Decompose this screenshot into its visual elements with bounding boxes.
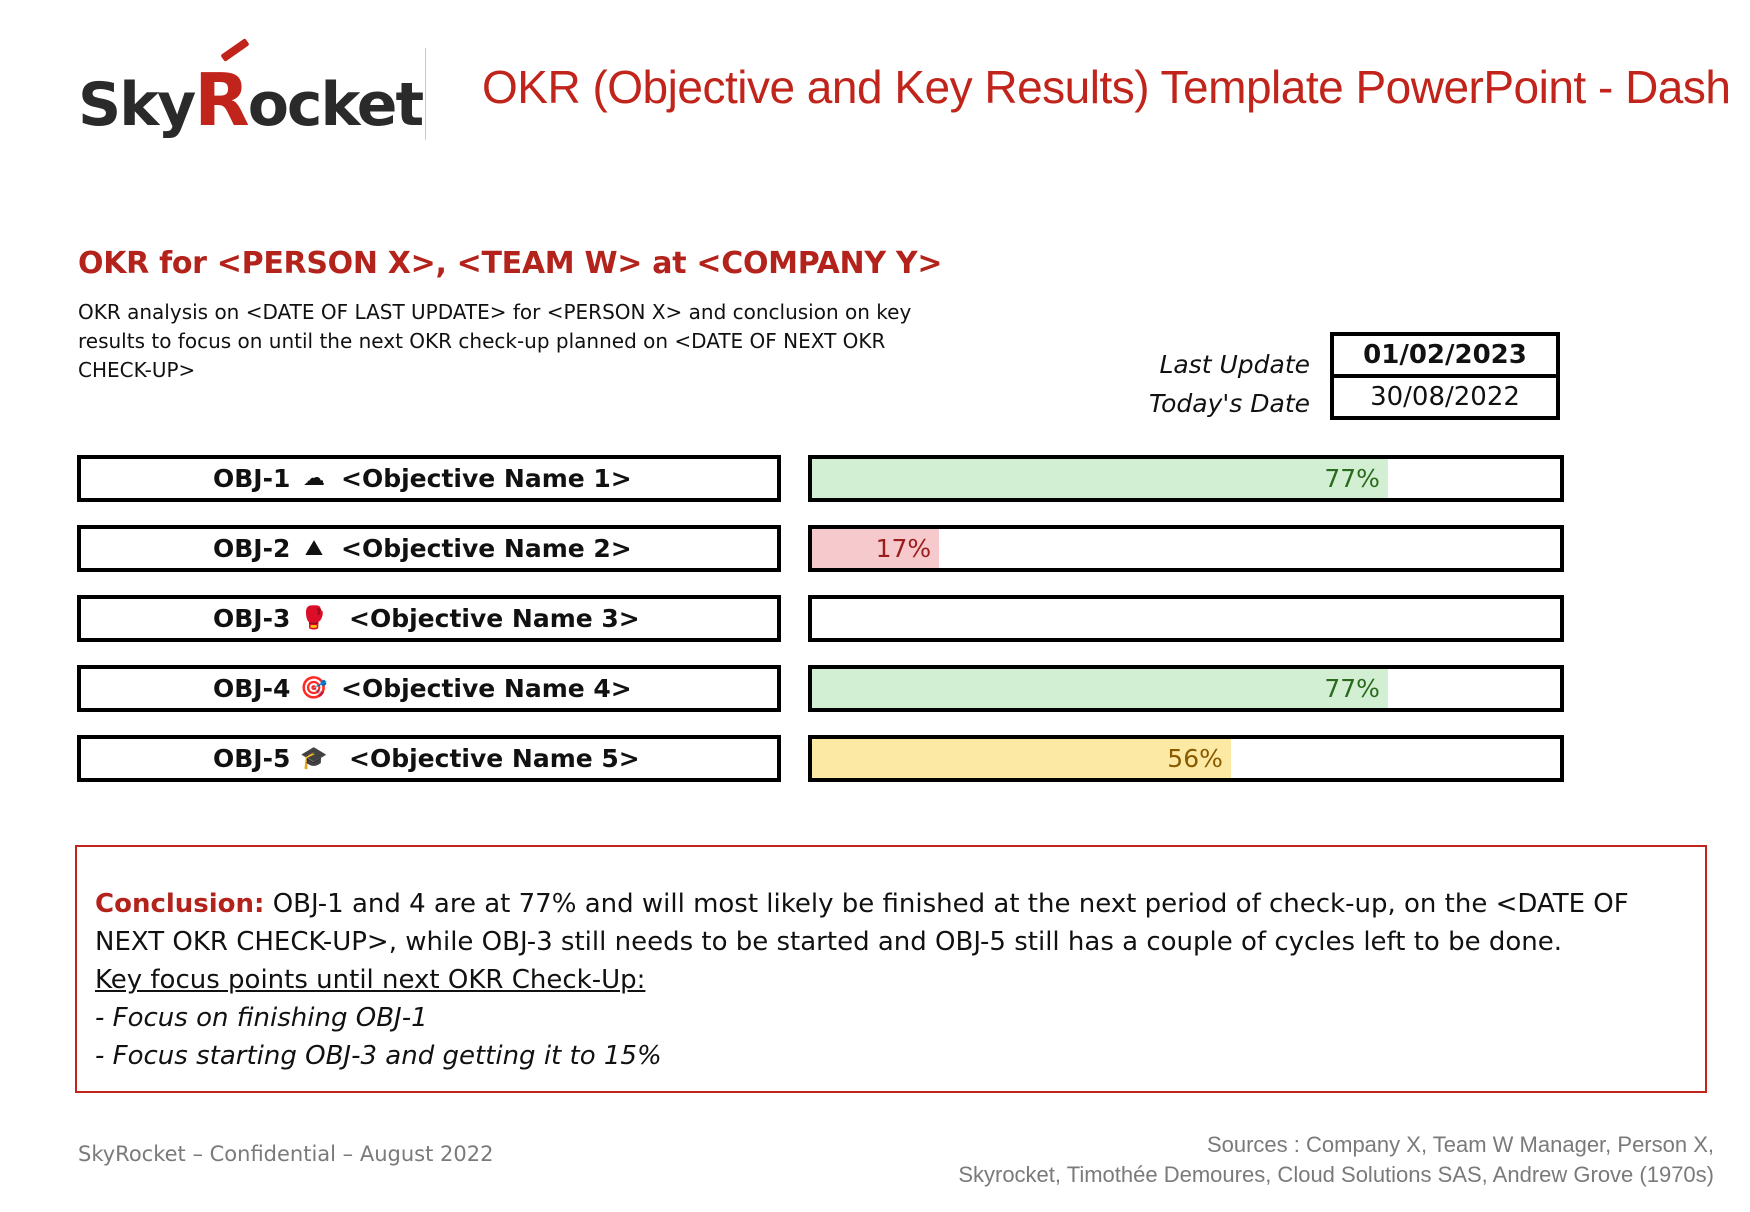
progress-fill: 77% xyxy=(812,459,1388,498)
progress-bar xyxy=(808,735,1564,782)
header-divider xyxy=(425,48,426,140)
boxing-glove-icon: 🥊 xyxy=(300,606,328,631)
last-update-value: 01/02/2023 xyxy=(1330,332,1560,378)
key-focus-heading: Key focus points until next OKR Check-Up: xyxy=(95,965,646,995)
footer-sources xyxy=(958,1130,1714,1190)
conclusion-paragraph xyxy=(95,885,1687,961)
objective-row xyxy=(77,665,781,712)
sources-line-2: Skyrocket, Timothée Demoures, Cloud Solutions SAS, Andrew Grove (1970s) xyxy=(958,1162,1714,1187)
objective-row xyxy=(77,525,781,572)
objective-id: OBJ-1 xyxy=(213,464,291,493)
objective-name: <Objective Name 4> xyxy=(341,674,632,703)
today-date-value: 30/08/2022 xyxy=(1330,374,1560,420)
progress-bar xyxy=(808,455,1564,502)
objective-id: OBJ-5 xyxy=(213,744,291,773)
objective-name: <Objective Name 3> xyxy=(349,604,640,633)
section-title: OKR for <PERSON X>, <TEAM W> at <COMPANY Y> xyxy=(78,246,943,281)
logo-prefix: Sky xyxy=(78,70,195,140)
objective-row xyxy=(77,735,781,782)
today-date-label: Today's Date xyxy=(1148,389,1310,418)
logo-suffix: ocket xyxy=(247,70,423,140)
logo-r: R xyxy=(194,58,248,142)
progress-fill: 17% xyxy=(812,529,939,568)
conclusion-box xyxy=(75,845,1707,1093)
skyrocket-logo xyxy=(78,40,423,142)
objective-name: <Objective Name 2> xyxy=(341,534,632,563)
cloud-icon: ☁ xyxy=(303,466,325,491)
section-description: OKR analysis on <DATE OF LAST UPDATE> for <PERSON X> and conclusion on key results to focus on until the next OKR check-up planned on <DATE OF NEXT OKR CHECK-UP> xyxy=(78,300,912,382)
focus-point: - Focus on finishing OBJ-1 xyxy=(95,1003,428,1033)
objective-name: <Objective Name 5> xyxy=(349,744,640,773)
graduation-cap-icon: 🎓 xyxy=(300,746,328,771)
footer-confidential: SkyRocket – Confidential – August 2022 xyxy=(78,1142,494,1166)
last-update-label: Last Update xyxy=(1159,350,1310,379)
progress-bar xyxy=(808,665,1564,712)
progress-fill: 77% xyxy=(812,669,1388,708)
objective-row xyxy=(77,455,781,502)
logo-text xyxy=(78,58,422,142)
progress-bar xyxy=(808,595,1564,642)
sources-line-1: Sources : Company X, Team W Manager, Person X, xyxy=(1206,1132,1714,1157)
objective-id: OBJ-3 xyxy=(213,604,291,633)
objective-name: <Objective Name 1> xyxy=(341,464,632,493)
objective-id: OBJ-4 xyxy=(213,674,291,703)
objective-row xyxy=(77,595,781,642)
progress-fill: 56% xyxy=(812,739,1231,778)
progress-bar xyxy=(808,525,1564,572)
focus-point: - Focus starting OBJ-3 and getting it to 15% xyxy=(95,1041,662,1071)
conclusion-text: OBJ-1 and 4 are at 77% and will most likely be finished at the next period of check-up, on the <DATE OF NEXT OKR CHECK-UP>, while OBJ-3 still needs to be started and OBJ-5 still has a couple of cycles left to be done. xyxy=(95,889,1629,957)
mountain-icon: ⛰ xyxy=(304,536,324,561)
objective-id: OBJ-2 xyxy=(213,534,291,563)
target-icon: 🎯 xyxy=(300,676,328,701)
conclusion-lead: Conclusion: xyxy=(95,889,265,919)
page-title: OKR (Objective and Key Results) Template PowerPoint - Dash xyxy=(482,61,1731,113)
